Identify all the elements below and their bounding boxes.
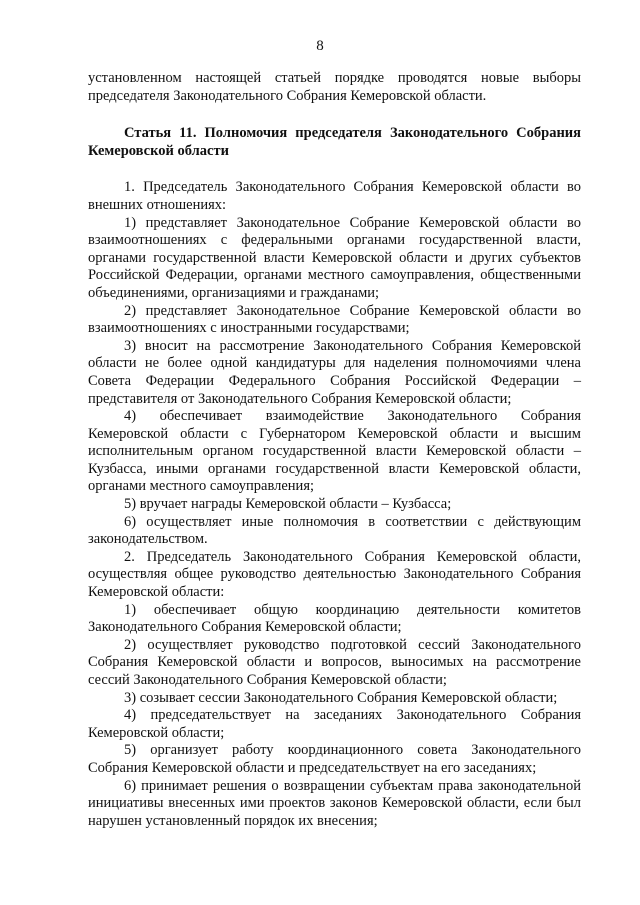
paragraph-1-item-3: 3) вносит на рассмотрение Законодательного Собрания Кемеровской области не более одной кандидатуры для наделения полномочиями члена Совета Федерации Федерального Собрания Российской Федерации – представителя от Законодательного Собрания Кемеровской области;	[88, 337, 581, 407]
paragraph-2-item-1: 1) обеспечивает общую координацию деятельности комитетов Законодательного Собрания Кемеровской области;	[88, 601, 581, 636]
continuation-paragraph: установленном настоящей статьей порядке проводятся новые выборы председателя Законодательного Собрания Кемеровской области.	[88, 70, 581, 104]
paragraph-1-item-5: 5) вручает награды Кемеровской области – Кузбасса;	[124, 496, 452, 513]
paragraph-2: 2. Председатель Законодательного Собрания Кемеровской области, осуществляя общее руководство деятельностью Законодательного Собрания Кемеровской области:	[88, 548, 581, 601]
paragraph-1-item-4: 4) обеспечивает взаимодействие Законодательного Собрания Кемеровской области с Губернатором Кемеровской области и высшим исполнительным органом государственной власти Кемеровской области – Кузбасса, иными органами государственной власти Кемеровской области, органами местного самоуправления;	[88, 408, 581, 495]
paragraph-2-item-4: 4) председательствует на заседаниях Законодательного Собрания Кемеровской области;	[88, 707, 581, 741]
article-heading: Статья 11. Полномочия председателя Законодательного Собрания Кемеровской области	[88, 125, 581, 159]
paragraph-2-item-3: 3) созывает сессии Законодательного Собрания Кемеровской области;	[124, 689, 558, 706]
paragraph-1: 1. Председатель Законодательного Собрания Кемеровской области во внешних отношениях:	[88, 179, 581, 213]
page-number: 8	[316, 38, 324, 54]
paragraph-1-item-6: 6) осуществляет иные полномочия в соответствии с действующим законодательством.	[88, 513, 581, 548]
document-body	[88, 70, 581, 830]
paragraph-1-item-1: 1) представляет Законодательное Собрание Кемеровской области во взаимоотношениях с федеральными органами государственной власти, органами государственной власти Кемеровской области и других субъектов Российской Федерации, органами местного самоуправления, общественными объединениями, организациями и гражданами;	[88, 214, 581, 301]
paragraph-2-item-2: 2) осуществляет руководство подготовкой сессий Законодательного Собрания Кемеровской области и вопросов, выносимых на рассмотрение сессий Законодательного Собрания Кемеровской области;	[88, 636, 581, 688]
paragraph-2-item-6: 6) принимает решения о возвращении субъектам права законодательной инициативы внесенных ими проектов законов Кемеровской области, если был нарушен установленный порядок их внесения;	[88, 777, 581, 829]
paragraph-2-item-5: 5) организует работу координационного совета Законодательного Собрания Кемеровской области и председательствует на его заседаниях;	[88, 742, 581, 776]
paragraph-1-item-2: 2) представляет Законодательное Собрание Кемеровской области во взаимоотношениях с иностранными государствами;	[88, 302, 581, 337]
